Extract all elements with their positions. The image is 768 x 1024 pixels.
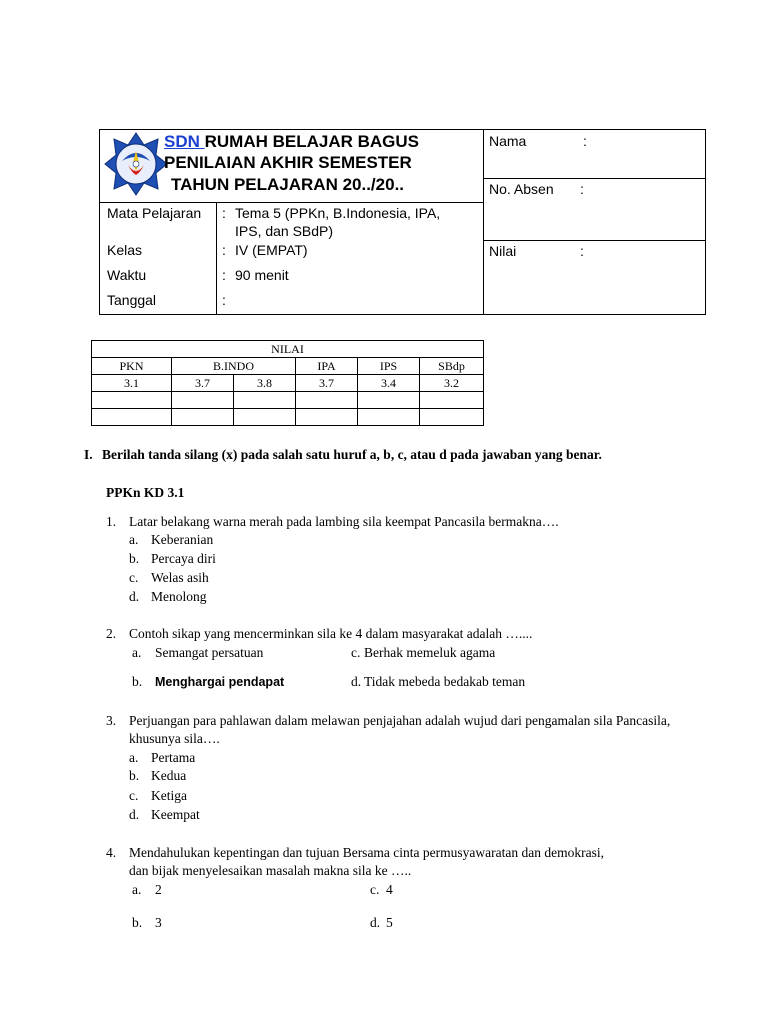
option-text: Welas asih: [151, 570, 209, 585]
question-number: 4.: [106, 845, 117, 860]
field-value-subject: Tema 5 (PPKn, B.Indonesia, IPA,: [235, 205, 441, 221]
tut-wuri-handayani-logo: [104, 131, 168, 197]
subject-header-sbdp: SBdp: [420, 358, 484, 375]
option-key: b.: [129, 551, 140, 566]
kd-cell: 3.2: [420, 375, 484, 392]
score-cell: [172, 409, 234, 426]
school-name: SDN RUMAH BELAJAR BAGUS: [164, 132, 420, 151]
score-cell: [358, 392, 420, 409]
option-text: Ketiga: [151, 788, 187, 803]
option-key: c.: [129, 570, 139, 585]
grade-table: [91, 340, 484, 426]
field-colon: :: [580, 243, 584, 259]
field-value-subject-cont: IPS, dan SBdP): [235, 223, 334, 239]
option-text: Kedua: [151, 768, 187, 783]
question-number: 3.: [106, 713, 117, 728]
score-cell: [172, 392, 234, 409]
option-text: Berhak memeluk agama: [364, 645, 496, 660]
option-key: a.: [129, 750, 139, 765]
subject-header-ips: IPS: [358, 358, 420, 375]
field-label-class: Kelas: [107, 242, 143, 258]
field-colon: :: [583, 133, 587, 149]
header-rule: [483, 240, 706, 241]
field-label-absence-number: No. Absen: [489, 181, 554, 197]
subject-header-ipa: IPA: [296, 358, 358, 375]
field-label-date: Tanggal: [107, 292, 157, 308]
option-key: c.: [370, 882, 380, 897]
option-key: c.: [129, 788, 139, 803]
option-text: 4: [386, 882, 393, 897]
option-text: Pertama: [151, 750, 196, 765]
option-key: b.: [132, 915, 143, 930]
option-text: Menghargai pendapat: [155, 675, 285, 689]
score-cell: [420, 409, 484, 426]
subject-header-pkn: PKN: [92, 358, 172, 375]
section-number: I.: [84, 447, 93, 462]
kd-cell: 3.8: [234, 375, 296, 392]
field-label-subject: Mata Pelajaran: [107, 205, 202, 221]
score-cell: [92, 409, 172, 426]
field-label-score: Nilai: [489, 243, 517, 259]
field-label-name: Nama: [489, 133, 527, 149]
option-key: d.: [129, 589, 140, 604]
field-colon: :: [222, 267, 226, 283]
academic-year: TAHUN PELAJARAN 20../20..: [171, 175, 405, 194]
option-text: Tidak mebeda bedakab teman: [364, 674, 526, 689]
subject-header-bindo: B.INDO: [172, 358, 296, 375]
option-key: a.: [132, 645, 142, 660]
score-cell: [358, 409, 420, 426]
field-value-time: 90 menit: [235, 267, 289, 283]
section-instruction: Berilah tanda silang (x) pada salah satu huruf a, b, c, atau d pada jawaban yang benar.: [102, 447, 602, 462]
header-rule: [100, 202, 483, 203]
option-key: d.: [351, 674, 362, 689]
question-text-cont: dan bijak menyelesaikan masalah makna sila ke …..: [129, 863, 412, 878]
field-colon: :: [222, 292, 226, 308]
question-text-cont: khusunya sila….: [129, 731, 220, 746]
option-text: Menolong: [151, 589, 207, 604]
question-text: Perjuangan para pahlawan dalam melawan penjajahan adalah wujud dari pengamalan sila Pancasila,: [129, 713, 671, 728]
kd-cell: 3.7: [296, 375, 358, 392]
option-key: b.: [132, 674, 143, 689]
grade-table-title: NILAI: [92, 341, 484, 358]
question-text: Contoh sikap yang mencerminkan sila ke 4 dalam masyarakat adalah …....: [129, 626, 533, 641]
header-divider: [483, 130, 484, 314]
score-cell: [234, 409, 296, 426]
option-text: 5: [386, 915, 393, 930]
option-text: Percaya diri: [151, 551, 216, 566]
option-text: Semangat persatuan: [155, 645, 264, 660]
option-text: Keberanian: [151, 532, 214, 547]
option-key: d.: [370, 915, 381, 930]
kd-cell: 3.7: [172, 375, 234, 392]
field-colon: :: [222, 205, 226, 221]
option-key: c.: [351, 645, 361, 660]
option-key: b.: [129, 768, 140, 783]
kd-cell: 3.4: [358, 375, 420, 392]
option-key: d.: [129, 807, 140, 822]
option-key: a.: [132, 882, 142, 897]
score-cell: [296, 409, 358, 426]
field-value-class: IV (EMPAT): [235, 242, 308, 258]
option-text: Keempat: [151, 807, 200, 822]
field-colon: :: [222, 242, 226, 258]
score-cell: [296, 392, 358, 409]
score-cell: [92, 392, 172, 409]
question-text: Latar belakang warna merah pada lambing sila keempat Pancasila bermakna….: [129, 514, 559, 529]
question-text: Mendahulukan kepentingan dan tujuan Bersama cinta permusyawaratan dan demokrasi,: [129, 845, 604, 860]
option-text: 3: [155, 915, 162, 930]
score-cell: [234, 392, 296, 409]
kd-cell: 3.1: [92, 375, 172, 392]
exam-title: PENILAIAN AKHIR SEMESTER: [164, 153, 412, 172]
header-rule: [216, 202, 217, 315]
header-rule: [483, 178, 706, 179]
option-text: 2: [155, 882, 162, 897]
score-cell: [420, 392, 484, 409]
question-number: 2.: [106, 626, 117, 641]
option-key: a.: [129, 532, 139, 547]
field-colon: :: [580, 181, 584, 197]
subject-subheading: PPKn KD 3.1: [106, 485, 185, 500]
field-label-time: Waktu: [107, 267, 147, 283]
question-number: 1.: [106, 514, 117, 529]
